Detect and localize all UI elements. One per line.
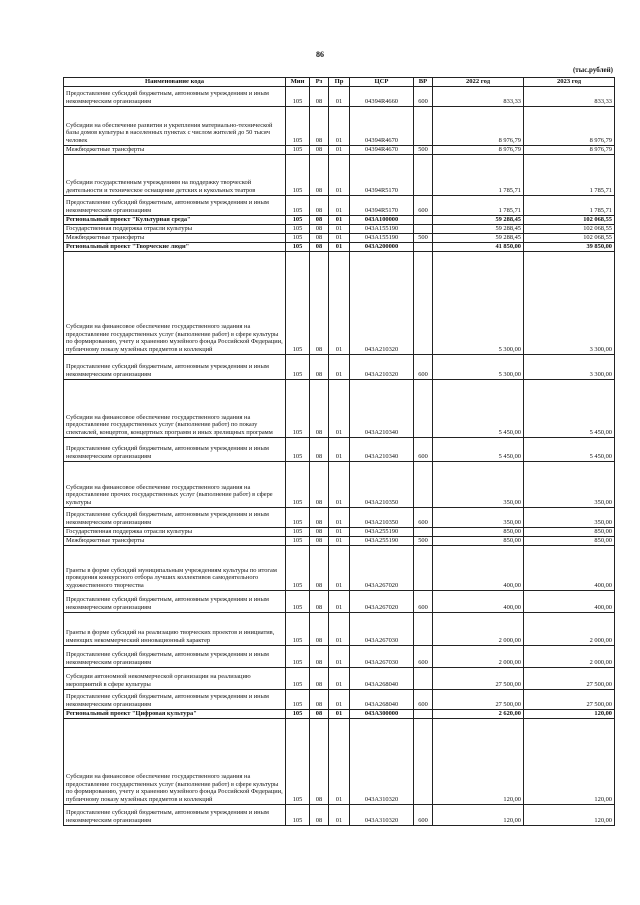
- row-2023: 5 450,00: [524, 379, 615, 437]
- row-2023: 102 068,55: [524, 224, 615, 233]
- row-2022: 5 450,00: [433, 379, 524, 437]
- row-min: 105: [286, 709, 310, 718]
- row-vr: 500: [414, 145, 433, 154]
- row-2022: 59 288,45: [433, 233, 524, 242]
- row-csr: 043A300000: [350, 709, 414, 718]
- row-2022: 5 300,00: [433, 354, 524, 379]
- row-rz: 08: [310, 379, 329, 437]
- row-pr: 01: [329, 612, 350, 645]
- row-csr: 043A255190: [350, 527, 414, 536]
- row-name: Региональный проект "Цифровая культура": [64, 709, 286, 718]
- row-pr: 01: [329, 689, 350, 709]
- row-rz: 08: [310, 536, 329, 545]
- row-rz: 08: [310, 224, 329, 233]
- row-min: 105: [286, 224, 310, 233]
- table-row: [64, 804, 615, 825]
- row-min: 105: [286, 667, 310, 689]
- row-name: Межбюджетные трансферты: [64, 145, 286, 154]
- row-vr: [414, 242, 433, 251]
- table-row: [64, 590, 615, 612]
- row-min: 105: [286, 689, 310, 709]
- row-2023: 2 000,00: [524, 645, 615, 667]
- row-2023: 850,00: [524, 536, 615, 545]
- row-vr: [414, 379, 433, 437]
- table-row: [64, 145, 615, 154]
- row-vr: 600: [414, 437, 433, 461]
- row-rz: 08: [310, 86, 329, 106]
- table-row: [64, 224, 615, 233]
- row-vr: 600: [414, 86, 433, 106]
- row-2022: 2 000,00: [433, 645, 524, 667]
- row-rz: 08: [310, 590, 329, 612]
- row-2022: 120,00: [433, 718, 524, 804]
- row-pr: 01: [329, 545, 350, 590]
- row-min: 105: [286, 461, 310, 507]
- row-vr: [414, 718, 433, 804]
- row-csr: 043A210350: [350, 461, 414, 507]
- row-csr: 04394R4660: [350, 86, 414, 106]
- row-rz: 08: [310, 437, 329, 461]
- row-vr: [414, 215, 433, 224]
- row-name: Предоставление субсидий бюджетным, автономным учреждениям и иным некоммерческим организациям: [64, 195, 286, 215]
- row-vr: 600: [414, 645, 433, 667]
- row-2023: 120,00: [524, 718, 615, 804]
- row-name: Межбюджетные трансферты: [64, 536, 286, 545]
- row-2023: 27 500,00: [524, 689, 615, 709]
- row-vr: 600: [414, 804, 433, 825]
- row-min: 105: [286, 106, 310, 145]
- row-pr: 01: [329, 233, 350, 242]
- row-name: Предоставление субсидий бюджетным, автономным учреждениям и иным некоммерческим организациям: [64, 590, 286, 612]
- row-2023: 120,00: [524, 709, 615, 718]
- row-rz: 08: [310, 527, 329, 536]
- row-csr: 043A255190: [350, 536, 414, 545]
- row-vr: [414, 612, 433, 645]
- row-pr: 01: [329, 527, 350, 536]
- row-rz: 08: [310, 612, 329, 645]
- table-row: [64, 251, 615, 354]
- row-2022: 1 785,71: [433, 195, 524, 215]
- row-2023: 833,33: [524, 86, 615, 106]
- row-min: 105: [286, 527, 310, 536]
- row-vr: [414, 154, 433, 195]
- row-csr: 043A155190: [350, 224, 414, 233]
- row-name: Субсидии на финансовое обеспечение государственного задания на предоставление государственных услуг (выполнение работ) в сфере культуры по формированию, учету и хранению музейного фонда Российской Федерации, публичному показу музейных предметов и коллекций: [64, 718, 286, 804]
- row-name: Предоставление субсидий бюджетным, автономным учреждениям и иным некоммерческим организациям: [64, 86, 286, 106]
- table-row: [64, 612, 615, 645]
- row-min: 105: [286, 645, 310, 667]
- row-pr: 01: [329, 215, 350, 224]
- row-vr: [414, 461, 433, 507]
- table-row: [64, 233, 615, 242]
- row-pr: 01: [329, 437, 350, 461]
- row-csr: 04394R4670: [350, 145, 414, 154]
- table-row: [64, 709, 615, 718]
- row-csr: 043A268040: [350, 667, 414, 689]
- table-row: [64, 437, 615, 461]
- row-rz: 08: [310, 195, 329, 215]
- row-csr: 043A210340: [350, 379, 414, 437]
- row-rz: 08: [310, 461, 329, 507]
- row-min: 105: [286, 233, 310, 242]
- row-2023: 850,00: [524, 527, 615, 536]
- row-min: 105: [286, 379, 310, 437]
- table-row: [64, 242, 615, 251]
- row-csr: 04394R5170: [350, 195, 414, 215]
- row-csr: 043A210320: [350, 354, 414, 379]
- row-vr: [414, 527, 433, 536]
- row-2022: 400,00: [433, 545, 524, 590]
- header-min: Мин: [286, 78, 310, 87]
- row-2022: 41 850,00: [433, 242, 524, 251]
- header-2023: 2023 год: [524, 78, 615, 87]
- row-2022: 400,00: [433, 590, 524, 612]
- row-name: Региональный проект "Культурная среда": [64, 215, 286, 224]
- row-name: Межбюджетные трансферты: [64, 233, 286, 242]
- row-2023: 102 068,55: [524, 215, 615, 224]
- row-pr: 01: [329, 667, 350, 689]
- row-pr: 01: [329, 195, 350, 215]
- row-pr: 01: [329, 354, 350, 379]
- row-rz: 08: [310, 145, 329, 154]
- table-row: [64, 545, 615, 590]
- row-rz: 08: [310, 233, 329, 242]
- row-name: Субсидии на финансовое обеспечение государственного задания на предоставление государственных услуг (выполнение работ) по показу спектаклей, концертов, концертных программ и иных зрелищных программ: [64, 379, 286, 437]
- row-2022: 59 288,45: [433, 215, 524, 224]
- row-vr: 600: [414, 689, 433, 709]
- row-csr: 043A210350: [350, 507, 414, 527]
- row-2022: 120,00: [433, 804, 524, 825]
- table-row: [64, 154, 615, 195]
- row-pr: 01: [329, 461, 350, 507]
- row-min: 105: [286, 437, 310, 461]
- row-2022: 1 785,71: [433, 154, 524, 195]
- row-name: Субсидии на обеспечение развития и укрепления материально-технической базы домов культуры в населенных пунктах с числом жителей до 50 тысяч человек: [64, 106, 286, 145]
- row-name: Региональный проект "Творческие люди": [64, 242, 286, 251]
- row-2023: 400,00: [524, 545, 615, 590]
- row-name: Государственная поддержка отрасли культуры: [64, 527, 286, 536]
- row-name: Гранты в форме субсидий на реализацию творческих проектов и инициатив, имеющих некоммерческий инновационный характер: [64, 612, 286, 645]
- row-2023: 350,00: [524, 461, 615, 507]
- row-name: Субсидии государственным учреждениям на поддержку творческой деятельности и техническое оснащение детских и кукольных театров: [64, 154, 286, 195]
- row-2023: 1 785,71: [524, 195, 615, 215]
- row-2023: 102 068,55: [524, 233, 615, 242]
- row-min: 105: [286, 804, 310, 825]
- row-csr: 043A100000: [350, 215, 414, 224]
- row-min: 105: [286, 612, 310, 645]
- row-pr: 01: [329, 379, 350, 437]
- row-rz: 08: [310, 645, 329, 667]
- row-2022: 350,00: [433, 507, 524, 527]
- row-name: Субсидии на финансовое обеспечение государственного задания на предоставление прочих государственных услуг (выполнение работ) в сфере культуры: [64, 461, 286, 507]
- row-csr: 043A267020: [350, 590, 414, 612]
- row-pr: 01: [329, 106, 350, 145]
- table-row: [64, 354, 615, 379]
- table-row: [64, 718, 615, 804]
- row-csr: 043A155190: [350, 233, 414, 242]
- row-name: Предоставление субсидий бюджетным, автономным учреждениям и иным некоммерческим организациям: [64, 645, 286, 667]
- row-name: Субсидии на финансовое обеспечение государственного задания на предоставление государственных услуг (выполнение работ) в сфере культуры по формированию, учету и хранению музейного фонда Российской Федерации, публичному показу музейных предметов и коллекций: [64, 251, 286, 354]
- row-pr: 01: [329, 224, 350, 233]
- row-csr: 04394R5170: [350, 154, 414, 195]
- table-row: [64, 536, 615, 545]
- row-rz: 08: [310, 804, 329, 825]
- row-pr: 01: [329, 645, 350, 667]
- row-2022: 5 300,00: [433, 251, 524, 354]
- row-min: 105: [286, 718, 310, 804]
- row-rz: 08: [310, 689, 329, 709]
- row-2022: 850,00: [433, 536, 524, 545]
- row-2022: 8 976,79: [433, 145, 524, 154]
- row-rz: 08: [310, 545, 329, 590]
- row-min: 105: [286, 86, 310, 106]
- row-csr: 043A310320: [350, 718, 414, 804]
- row-2022: 27 500,00: [433, 667, 524, 689]
- row-vr: 500: [414, 233, 433, 242]
- row-pr: 01: [329, 154, 350, 195]
- row-2022: 350,00: [433, 461, 524, 507]
- row-2023: 3 300,00: [524, 354, 615, 379]
- row-2023: 1 785,71: [524, 154, 615, 195]
- row-csr: 043A210320: [350, 251, 414, 354]
- row-rz: 08: [310, 667, 329, 689]
- row-name: Гранты в форме субсидий муниципальным учреждениям культуры по итогам проведения конкурсного отбора лучших коллективов самодеятельного художественного творчества: [64, 545, 286, 590]
- header-rz: Рз: [310, 78, 329, 87]
- row-pr: 01: [329, 507, 350, 527]
- row-2022: 850,00: [433, 527, 524, 536]
- row-vr: 500: [414, 536, 433, 545]
- table-header-row: [64, 78, 615, 87]
- row-pr: 01: [329, 242, 350, 251]
- row-pr: 01: [329, 536, 350, 545]
- row-rz: 08: [310, 251, 329, 354]
- table-row: [64, 215, 615, 224]
- row-name: Предоставление субсидий бюджетным, автономным учреждениям и иным некоммерческим организациям: [64, 804, 286, 825]
- row-vr: 600: [414, 195, 433, 215]
- row-vr: [414, 224, 433, 233]
- header-2022: 2022 год: [433, 78, 524, 87]
- row-rz: 08: [310, 718, 329, 804]
- row-2023: 39 850,00: [524, 242, 615, 251]
- row-csr: 043A210340: [350, 437, 414, 461]
- row-csr: 043A268040: [350, 689, 414, 709]
- row-pr: 01: [329, 145, 350, 154]
- table-body: [64, 86, 615, 825]
- page-number: 86: [316, 50, 324, 59]
- row-csr: 043A267030: [350, 645, 414, 667]
- row-min: 105: [286, 215, 310, 224]
- row-min: 105: [286, 145, 310, 154]
- row-min: 105: [286, 507, 310, 527]
- row-2022: 833,33: [433, 86, 524, 106]
- header-pr: Пр: [329, 78, 350, 87]
- row-2023: 2 000,00: [524, 612, 615, 645]
- table-row: [64, 527, 615, 536]
- row-2023: 27 500,00: [524, 667, 615, 689]
- row-name: Предоставление субсидий бюджетным, автономным учреждениям и иным некоммерческим организациям: [64, 354, 286, 379]
- row-name: Государственная поддержка отрасли культуры: [64, 224, 286, 233]
- row-csr: 043A200000: [350, 242, 414, 251]
- table-row: [64, 645, 615, 667]
- row-name: Субсидии автономной некоммерческой организации на реализацию мероприятий в сфере культуры: [64, 667, 286, 689]
- table-row: [64, 195, 615, 215]
- row-min: 105: [286, 590, 310, 612]
- table-row: [64, 379, 615, 437]
- row-vr: [414, 106, 433, 145]
- row-2022: 59 288,45: [433, 224, 524, 233]
- row-min: 105: [286, 195, 310, 215]
- row-pr: 01: [329, 804, 350, 825]
- row-min: 105: [286, 536, 310, 545]
- row-vr: [414, 709, 433, 718]
- row-2023: 400,00: [524, 590, 615, 612]
- row-pr: 01: [329, 86, 350, 106]
- row-2023: 8 976,79: [524, 145, 615, 154]
- row-rz: 08: [310, 507, 329, 527]
- units-label: (тыс.рублей): [572, 66, 613, 74]
- row-2022: 2 000,00: [433, 612, 524, 645]
- table-row: [64, 106, 615, 145]
- row-min: 105: [286, 242, 310, 251]
- budget-table: [63, 77, 615, 826]
- row-2022: 5 450,00: [433, 437, 524, 461]
- row-2022: 8 976,79: [433, 106, 524, 145]
- table-row: [64, 667, 615, 689]
- row-2023: 8 976,79: [524, 106, 615, 145]
- row-2023: 3 300,00: [524, 251, 615, 354]
- row-pr: 01: [329, 590, 350, 612]
- row-rz: 08: [310, 154, 329, 195]
- table-row: [64, 86, 615, 106]
- row-rz: 08: [310, 242, 329, 251]
- row-vr: 600: [414, 590, 433, 612]
- row-2022: 2 620,00: [433, 709, 524, 718]
- row-csr: 043A310320: [350, 804, 414, 825]
- row-name: Предоставление субсидий бюджетным, автономным учреждениям и иным некоммерческим организациям: [64, 437, 286, 461]
- row-vr: [414, 667, 433, 689]
- header-name: Наименование кода: [64, 78, 286, 87]
- row-2023: 350,00: [524, 507, 615, 527]
- row-rz: 08: [310, 215, 329, 224]
- row-name: Предоставление субсидий бюджетным, автономным учреждениям и иным некоммерческим организациям: [64, 507, 286, 527]
- table-row: [64, 507, 615, 527]
- row-2023: 5 450,00: [524, 437, 615, 461]
- row-pr: 01: [329, 718, 350, 804]
- row-rz: 08: [310, 106, 329, 145]
- header-vr: ВР: [414, 78, 433, 87]
- row-2022: 27 500,00: [433, 689, 524, 709]
- row-rz: 08: [310, 709, 329, 718]
- row-min: 105: [286, 354, 310, 379]
- row-csr: 043A267020: [350, 545, 414, 590]
- row-vr: [414, 545, 433, 590]
- table-row: [64, 689, 615, 709]
- header-csr: ЦСР: [350, 78, 414, 87]
- row-rz: 08: [310, 354, 329, 379]
- table-row: [64, 461, 615, 507]
- row-2023: 120,00: [524, 804, 615, 825]
- row-pr: 01: [329, 709, 350, 718]
- row-pr: 01: [329, 251, 350, 354]
- row-csr: 04394R4670: [350, 106, 414, 145]
- row-min: 105: [286, 545, 310, 590]
- row-vr: 600: [414, 507, 433, 527]
- row-min: 105: [286, 154, 310, 195]
- row-csr: 043A267030: [350, 612, 414, 645]
- row-vr: 600: [414, 354, 433, 379]
- row-name: Предоставление субсидий бюджетным, автономным учреждениям и иным некоммерческим организациям: [64, 689, 286, 709]
- row-vr: [414, 251, 433, 354]
- row-min: 105: [286, 251, 310, 354]
